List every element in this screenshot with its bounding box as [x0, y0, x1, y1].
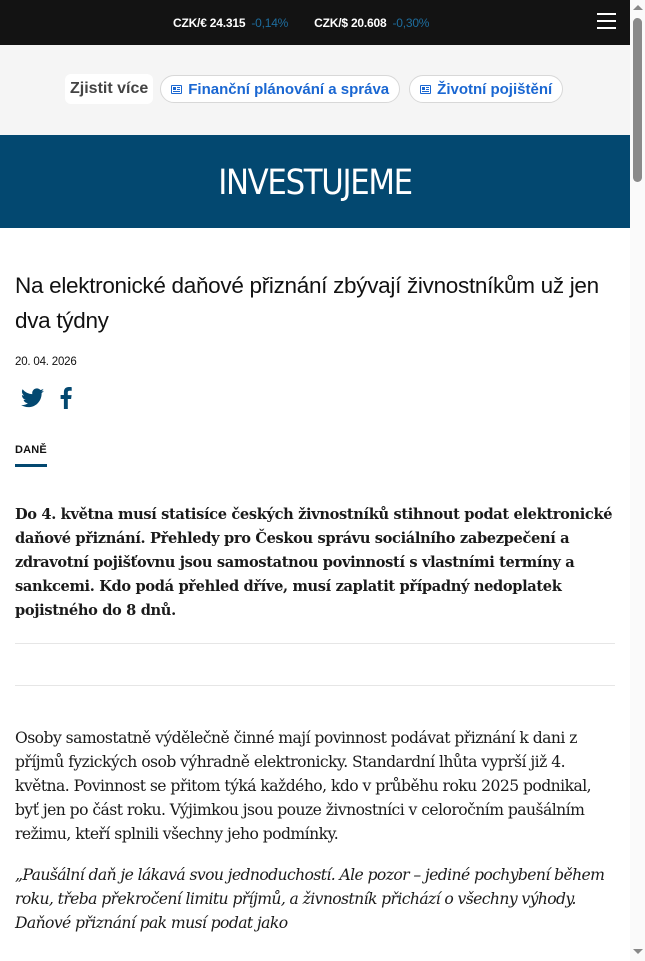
- newspaper-icon: [171, 85, 182, 94]
- rate-eur: [173, 16, 288, 30]
- scrollbar-thumb[interactable]: [633, 18, 642, 182]
- scroll-down-arrow-icon[interactable]: [633, 949, 643, 954]
- site-logo[interactable]: INVESTUJEME: [218, 162, 412, 203]
- divider: [15, 643, 615, 644]
- twitter-icon[interactable]: [21, 388, 44, 408]
- article: [0, 268, 630, 935]
- newspaper-icon: [420, 85, 431, 94]
- share-buttons: [15, 385, 615, 411]
- currency-ticker-bar: [0, 0, 630, 45]
- facebook-icon[interactable]: [60, 387, 72, 409]
- topic-pill-strip: [0, 45, 630, 135]
- hamburger-menu-icon[interactable]: [597, 13, 616, 30]
- category-tag[interactable]: DANĚ: [15, 444, 47, 467]
- rate-usd: [314, 16, 429, 30]
- learn-more-label: Zjistit více: [65, 74, 153, 104]
- article-headline: Na elektronické daňové přiznání zbývají živnostníkům už jen dva týdny: [15, 273, 599, 333]
- currency-rates: [173, 0, 455, 45]
- divider: [15, 685, 615, 686]
- article-quote: „Paušální daň je lákavá svou jednoduchostí. Ale pozor – jediné pochybení během roku, třeba překročení limitu příjmů, a živnostník přichází o všechny výhody. Daňové přiznání pak musí podat jako: [15, 866, 605, 932]
- vertical-scrollbar[interactable]: [630, 0, 645, 961]
- pill-financial-planning[interactable]: [160, 75, 400, 103]
- pill-life-insurance[interactable]: [409, 75, 563, 103]
- rate-eur-change: -0,14%: [251, 15, 289, 30]
- rate-usd-change: -0,30%: [392, 15, 430, 30]
- article-perex: Do 4. května musí statisíce českých živnostníků stihnout podat elektronické daňové přiznání. Přehledy pro Českou správu sociálního zabezpečení a zdravotní pojišťovnu jsou samostatnou povinností s vlastními termíny a sankcemi. Kdo podá přehled dříve, musí zaplatit případný nedoplatek pojistného do 8 dnů.: [15, 506, 613, 619]
- brand-banner: [0, 135, 630, 228]
- article-paragraph: Osoby samostatně výdělečně činné mají povinnost podávat přiznání k dani z příjmů fyzických osob výhradně elektronicky. Standardní lhůta vyprší již 4. května. Povinnost se přitom týká každého, kdo v průběhu roku 2025 podnikal, byť jen po část roku. Výjimkou jsou pouze živnostníci v celoročním paušálním režimu, kteří splnili všechny jeho podmínky.: [15, 729, 592, 843]
- rate-usd-value: CZK/$ 20.608: [314, 15, 387, 30]
- rate-eur-value: CZK/€ 24.315: [173, 15, 246, 30]
- scroll-up-arrow-icon[interactable]: [633, 5, 643, 10]
- pill-label: Finanční plánování a správa: [188, 80, 390, 98]
- pill-label: Životní pojištění: [437, 80, 553, 98]
- article-date: 20. 04. 2026: [15, 356, 77, 368]
